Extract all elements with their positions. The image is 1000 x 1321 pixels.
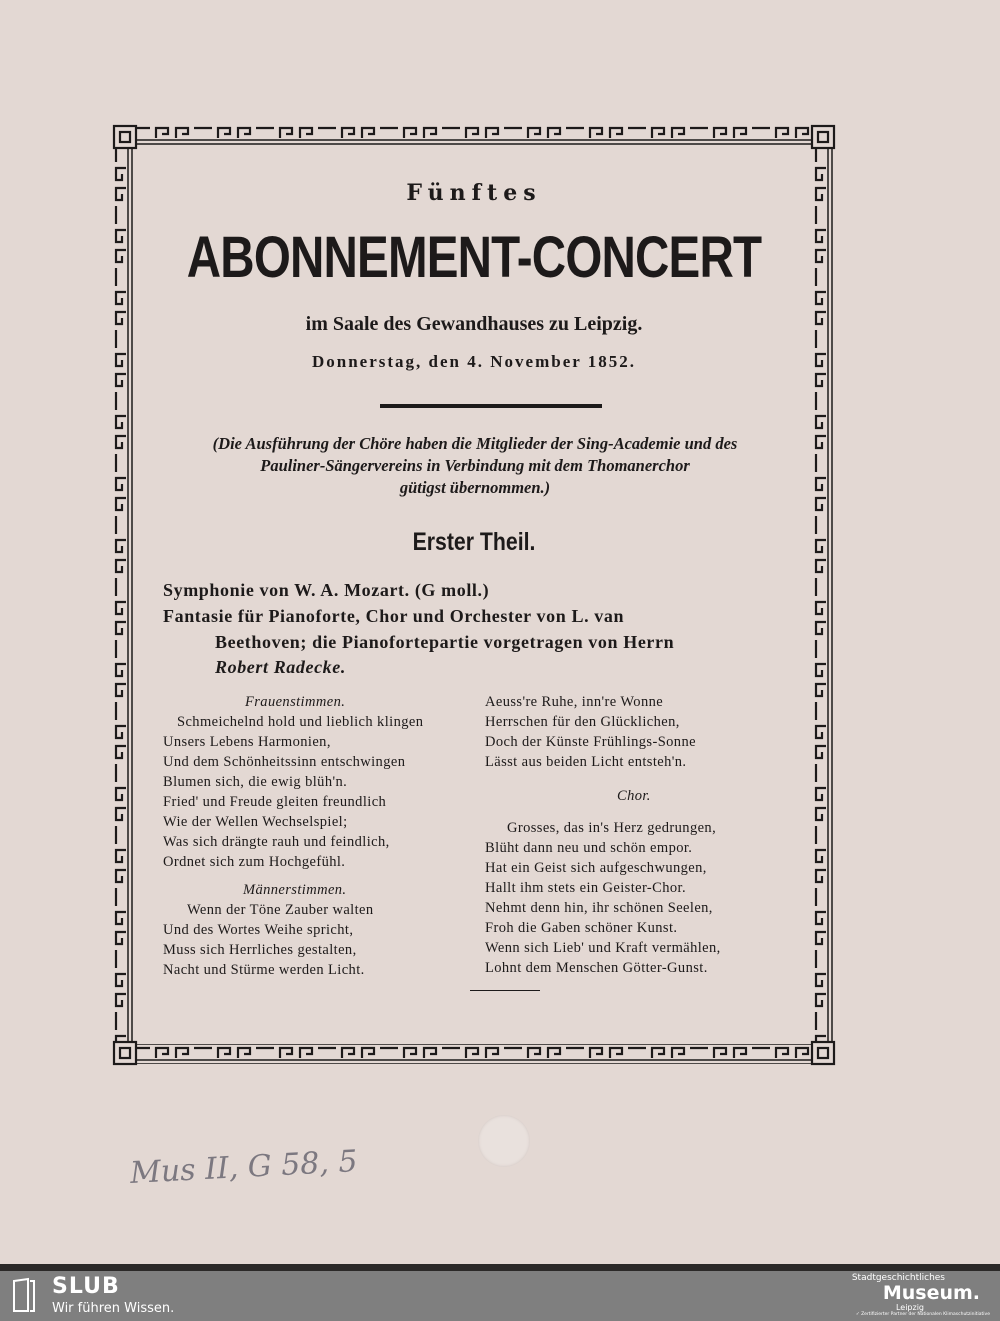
museum-certification: ✓ Zertifizierter Partner der Nationalen Klimaschutzinitiative [855,1312,990,1317]
verse-line: Froh die Gaben schöner Kunst. [485,920,678,936]
verse-line: Herrschen für den Glücklichen, [485,714,680,730]
museum-city: Leipzig [895,1303,924,1312]
section-heading: Frauenstimmen. [245,694,346,710]
note-line: Pauliner-Sängervereins in Verbindung mit dem Thomanerchor [260,456,690,475]
verse-line: Wie der Wellen Wechselspiel; [163,814,348,830]
verse-line: Aeuss're Ruhe, inn're Wonne [485,694,664,710]
program-item: Beethoven; die Pianofortepartie vorgetragen von Herrn [215,632,675,652]
verse-line: Doch der Künste Frühlings-Sonne [485,734,696,750]
verse-line: Hat ein Geist sich aufgeschwungen, [485,860,707,876]
museum-logo[interactable]: Museum. [882,1282,980,1304]
verse-line: Grosses, das in's Herz gedrungen, [507,820,717,836]
verse-line: Muss sich Herrliches gestalten, [163,942,357,958]
verse-line: Schmeichelnd hold und lieblich klingen [177,714,424,730]
slub-logo[interactable]: SLUB [52,1274,120,1299]
embossed-stamp [478,1115,530,1167]
verse-line: Und des Wortes Weihe spricht, [163,922,354,938]
verse-line: Fried' und Freude gleiten freundlich [163,794,387,810]
note-line: (Die Ausführung der Chöre haben die Mitglieder der Sing-Academie und des [212,434,738,453]
handwritten-shelfmark: Mus II, G 58, 5 [129,1144,359,1191]
performers-note [145,433,805,499]
divider [380,404,602,408]
end-rule [470,990,540,991]
slub-tagline: Wir führen Wissen. [52,1301,175,1316]
program-item: Fantasie für Pianoforte, Chor und Orchester von L. van [163,606,625,626]
footer-bar [0,1271,1000,1321]
verse-line: Lohnt dem Menschen Götter-Gunst. [485,960,708,976]
museum-line: Stadtgeschichtliches [851,1273,945,1283]
verse-line: Was sich drängte rauh und feindlich, [163,834,390,850]
verse-line: Und dem Schönheitssinn entschwingen [163,754,406,770]
page-title: ABONNEMENT-CONCERT [186,225,762,290]
verse-line: Unsers Lebens Harmonien, [163,734,331,750]
right-column [485,692,805,978]
slub-book-icon [12,1277,38,1313]
heading-small: Fünftes [406,180,542,206]
verse-line: Wenn der Töne Zauber walten [187,902,374,918]
program-item: Robert Radecke. [215,657,346,677]
left-column [163,692,473,980]
verse-line: Hallt ihm stets ein Geister-Chor. [485,880,686,896]
venue: im Saale des Gewandhauses zu Leipzig. [305,313,643,335]
part-heading: Erster Theil. [412,528,536,556]
verse-line: Blüht dann neu und schön empor. [485,840,693,856]
concert-date: Donnerstag, den 4. November 1852. [312,352,636,371]
verse-line: Nacht und Stürme werden Licht. [163,962,365,978]
section-heading: Chor. [617,788,651,804]
verse-line: Ordnet sich zum Hochgefühl. [163,854,346,870]
program-item: Symphonie von W. A. Mozart. (G moll.) [163,580,490,600]
verse-line: Wenn sich Lieb' und Kraft vermählen, [485,940,721,956]
note-line: gütigst übernommen.) [399,478,551,497]
section-heading: Männerstimmen. [243,882,347,898]
verse-line: Blumen sich, die ewig blüh'n. [163,774,348,790]
verse-line: Nehmt denn hin, ihr schönen Seelen, [485,900,713,916]
verse-line: Lässt aus beiden Licht entsteh'n. [485,754,687,770]
